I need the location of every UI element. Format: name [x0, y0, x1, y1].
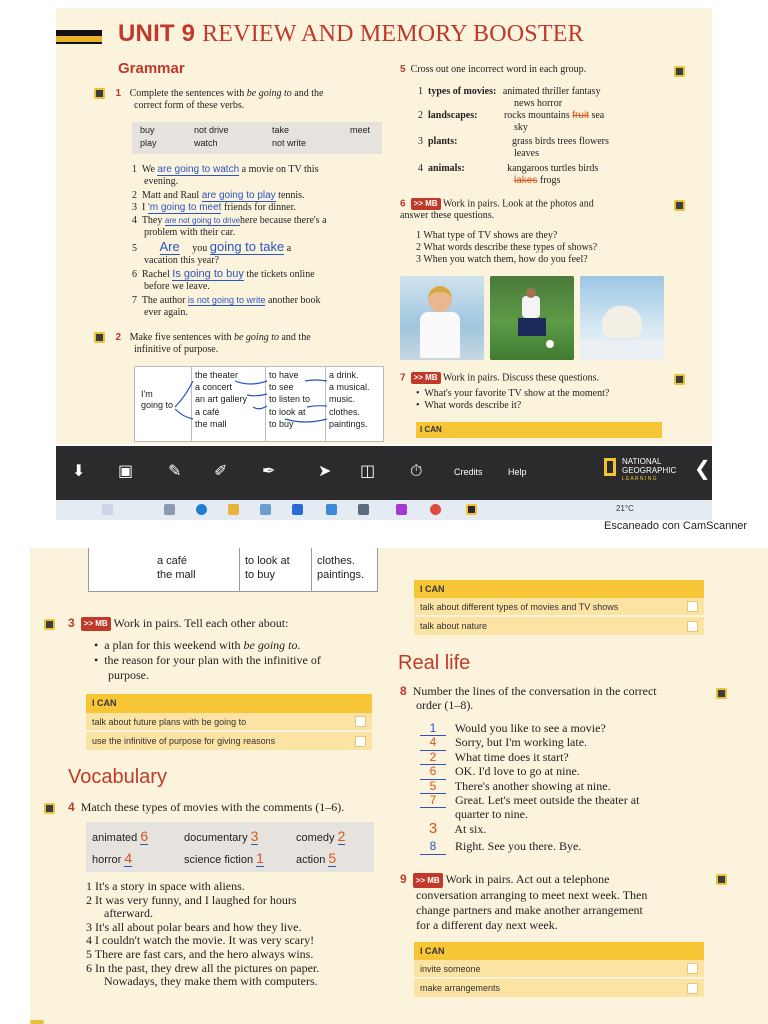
pencil-icon	[674, 66, 685, 77]
conversation-line: 8 Right. See you there. Bye.	[420, 840, 740, 854]
checkbox[interactable]	[687, 601, 698, 612]
sentence-2: 2 Matt and Raul are going to play tennis.	[132, 190, 305, 201]
conversation-line: 3 At six.	[428, 819, 487, 837]
movie-type: comedy 2	[296, 828, 346, 844]
ex5-row-3: 3 plants: grass birds trees flowers leaves	[418, 136, 609, 159]
sentence-4: 4 They are not going to drivehere because there's a problem with their car.	[132, 215, 327, 238]
movie-comments: 1 It's a story in space with aliens. 2 It was very funny, and I laughed for hours afterward. 3 It's all about polar bears and how they live. 4 I couldn't watch the movie. It was very scary! 5 There are fast cars, and the hero always wins. 6 In the past, they drew all the pictures on paper. Nowadays, they make them with computers.	[86, 879, 320, 989]
sentence-1: 1 We are going to watch a movie on TV this evening.	[132, 164, 319, 187]
conversation-line: 7 Great. Let's meet outside the theater at	[420, 794, 740, 808]
grammar-heading: Grammar	[118, 60, 185, 77]
cell: a café	[157, 555, 187, 567]
pencil-icon	[716, 688, 727, 699]
bottom-page-scan	[30, 548, 768, 1024]
ican-header: I CAN	[414, 942, 704, 960]
mail-icon[interactable]	[292, 504, 303, 515]
checkbox[interactable]	[355, 716, 366, 727]
checkbox[interactable]	[687, 621, 698, 632]
cell: paintings.	[317, 569, 365, 581]
app-icon[interactable]	[396, 504, 407, 515]
checkbox[interactable]	[687, 983, 698, 994]
ican-row: invite someone	[414, 960, 704, 978]
page-corner-marker	[30, 1020, 44, 1024]
pencil-icon	[716, 874, 727, 885]
sentence-3: 3 I 'm going to meet friends for dinner.	[132, 202, 296, 213]
camscanner-watermark: Escaneado con CamScanner	[604, 520, 748, 532]
conversation-line: 4 Sorry, but I'm working late.	[420, 736, 740, 750]
word: play	[140, 138, 157, 148]
weather-temp: 21°C	[616, 504, 634, 513]
ican-bar: I CAN	[416, 422, 662, 438]
viewer-toolbar	[56, 446, 712, 500]
highlighter-icon[interactable]: ✎	[168, 461, 182, 480]
book-icon[interactable]: ◫	[360, 461, 376, 480]
cell: the mall	[157, 569, 196, 581]
movie-type: horror 4	[92, 850, 133, 866]
real-life-heading: Real life	[398, 652, 471, 674]
table-col-0: I'm going to	[141, 389, 174, 410]
table-col-1: the theater a concert an art gallery a café the mall	[195, 370, 248, 429]
movie-type: documentary 3	[184, 828, 259, 844]
movie-type: science fiction 1	[184, 850, 264, 866]
cell: to buy	[245, 569, 275, 581]
app-icon[interactable]	[358, 504, 369, 515]
ex5-row-1: 1 types of movies: animated thriller fantasy news horror	[418, 86, 601, 109]
movie-type: action 5	[296, 850, 337, 866]
checkbox[interactable]	[687, 963, 698, 974]
movie-type: animated 6	[92, 828, 149, 844]
ican-row: make arrangements	[414, 979, 704, 997]
exercise-5-instruction: 5 Cross out one incorrect word in each group.	[400, 64, 587, 75]
exercise-6-questions: 1 What type of TV shows are they? 2 What words describe these types of shows? 3 When you watch them, how do you feel?	[416, 230, 598, 265]
marker-icon[interactable]: ✒	[262, 461, 276, 480]
movie-types-box	[86, 822, 374, 872]
handdrawn-connecting-lines	[135, 367, 385, 443]
verb-word-box	[132, 122, 382, 154]
ican-row: use the infinitive of purpose for giving reasons	[86, 732, 372, 750]
word: buy	[140, 125, 155, 135]
exercise-3-bullets: • a plan for this weekend with be going to. • the reason for your plan with the infinitive of purpose.	[94, 638, 321, 682]
chrome-icon[interactable]	[430, 504, 441, 515]
polar-bear-photo	[580, 276, 664, 360]
pencil-icon	[94, 332, 105, 343]
ican-row: talk about different types of movies and TV shows	[414, 598, 704, 616]
exercise-4-instruction: 4 Match these types of movies with the comments (1–6).	[44, 800, 404, 814]
vocabulary-heading: Vocabulary	[68, 766, 167, 788]
table-fragment	[88, 548, 378, 592]
ican-header: I CAN	[414, 580, 704, 598]
purpose-table	[134, 366, 384, 442]
table-col-3: a drink. a musical. music. clothes. paintings.	[329, 370, 370, 429]
exercise-9-instruction: 9 >> MB Work in pairs. Act out a telephone conversation arranging to meet next week. Then change partners and make another arrangement for a different day next week.	[400, 872, 648, 932]
word: take	[272, 125, 290, 135]
conversation-line: quarter to nine.	[455, 807, 528, 822]
top-page-scan	[56, 8, 712, 444]
word: not drive	[194, 125, 229, 135]
ican-header: I CAN	[86, 694, 372, 713]
ican-row: talk about future plans with be going to	[86, 713, 372, 731]
pen-icon[interactable]: ✐	[214, 461, 228, 480]
ex5-row-4: 4 animals: kangaroos turtles birds lakes frogs	[418, 163, 599, 186]
edge-icon[interactable]	[196, 504, 207, 515]
pencil-icon	[44, 803, 55, 814]
pencil-icon	[44, 619, 55, 630]
ex5-row-2: 2 landscapes: rocks mountains fruit sea sky	[418, 110, 605, 133]
exercise-2-instruction: 2 Make five sentences with be going to and the infinitive of purpose.	[94, 332, 394, 356]
widgets-icon[interactable]	[102, 504, 113, 515]
layout-icon[interactable]: ▣	[118, 461, 134, 480]
table-col-2: to have to see to listen to to look at to buy	[269, 370, 311, 429]
word: not write	[272, 138, 307, 148]
soccer-player-photo	[490, 276, 574, 360]
cell: clothes.	[317, 555, 355, 567]
word: watch	[194, 138, 218, 148]
os-taskbar	[56, 500, 712, 520]
conversation-lines	[420, 722, 740, 855]
exercise-3-instruction: 3 >> MB Work in pairs. Tell each other about:	[44, 616, 404, 631]
sentence-6: 6 Rachel Is going to buy the tickets online before we leave.	[132, 268, 315, 292]
word: meet	[350, 125, 371, 135]
exercise-7-bullets: • What's your favorite TV show at the moment? • What words describe it?	[416, 388, 610, 411]
conversation-line: 6 OK. I'd love to go at nine.	[420, 765, 740, 779]
conversation-line: 1 Would you like to see a movie?	[420, 722, 740, 736]
unit-marker-accent	[56, 36, 102, 42]
ican-row: talk about nature	[414, 617, 704, 635]
credits-button[interactable]: Credits	[454, 467, 483, 477]
store-icon[interactable]	[260, 504, 271, 515]
help-button[interactable]: Help	[508, 467, 527, 477]
tv-presenter-photo	[400, 276, 484, 360]
pencil-icon	[674, 374, 685, 385]
exercise-8-instruction: 8 Number the lines of the conversation in the correct order (1–8).	[400, 684, 657, 712]
exercise-7-instruction: 7 >> MB Work in pairs. Discuss these questions.	[400, 372, 600, 384]
page-turn-icon[interactable]: ❮	[694, 456, 711, 480]
sentence-5: 5 Are you going to take a vacation this year?	[132, 239, 292, 266]
download-icon[interactable]: ⬇	[72, 461, 86, 480]
page-title: UNIT 9 REVIEW AND MEMORY BOOSTER	[118, 20, 584, 47]
natgeo-app-icon[interactable]	[466, 504, 477, 515]
sentence-7: 7 The author is not going to write another book ever again.	[132, 295, 321, 318]
natgeo-brand: NATIONAL GEOGRAPHIC L E A R N I N G	[622, 457, 677, 482]
conversation-line: 2 What time does it start?	[420, 751, 740, 765]
task-view-icon[interactable]	[164, 504, 175, 515]
browser-icon[interactable]	[326, 504, 337, 515]
pencil-icon	[674, 200, 685, 211]
timer-icon[interactable]: ⏱	[410, 461, 423, 480]
cell: to look at	[245, 555, 290, 567]
pointer-icon[interactable]: ➤	[318, 461, 332, 480]
conversation-line: 5 There's another showing at nine.	[420, 780, 740, 794]
exercise-6-instruction: 6 >> MB Work in pairs. Look at the photos and answer these questions.	[400, 198, 594, 222]
exercise-1-instruction: 1 Complete the sentences with be going to and the correct form of these verbs.	[94, 88, 394, 112]
checkbox[interactable]	[355, 736, 366, 747]
explorer-icon[interactable]	[228, 504, 239, 515]
pencil-icon	[94, 88, 105, 99]
natgeo-logo-icon	[604, 458, 616, 476]
